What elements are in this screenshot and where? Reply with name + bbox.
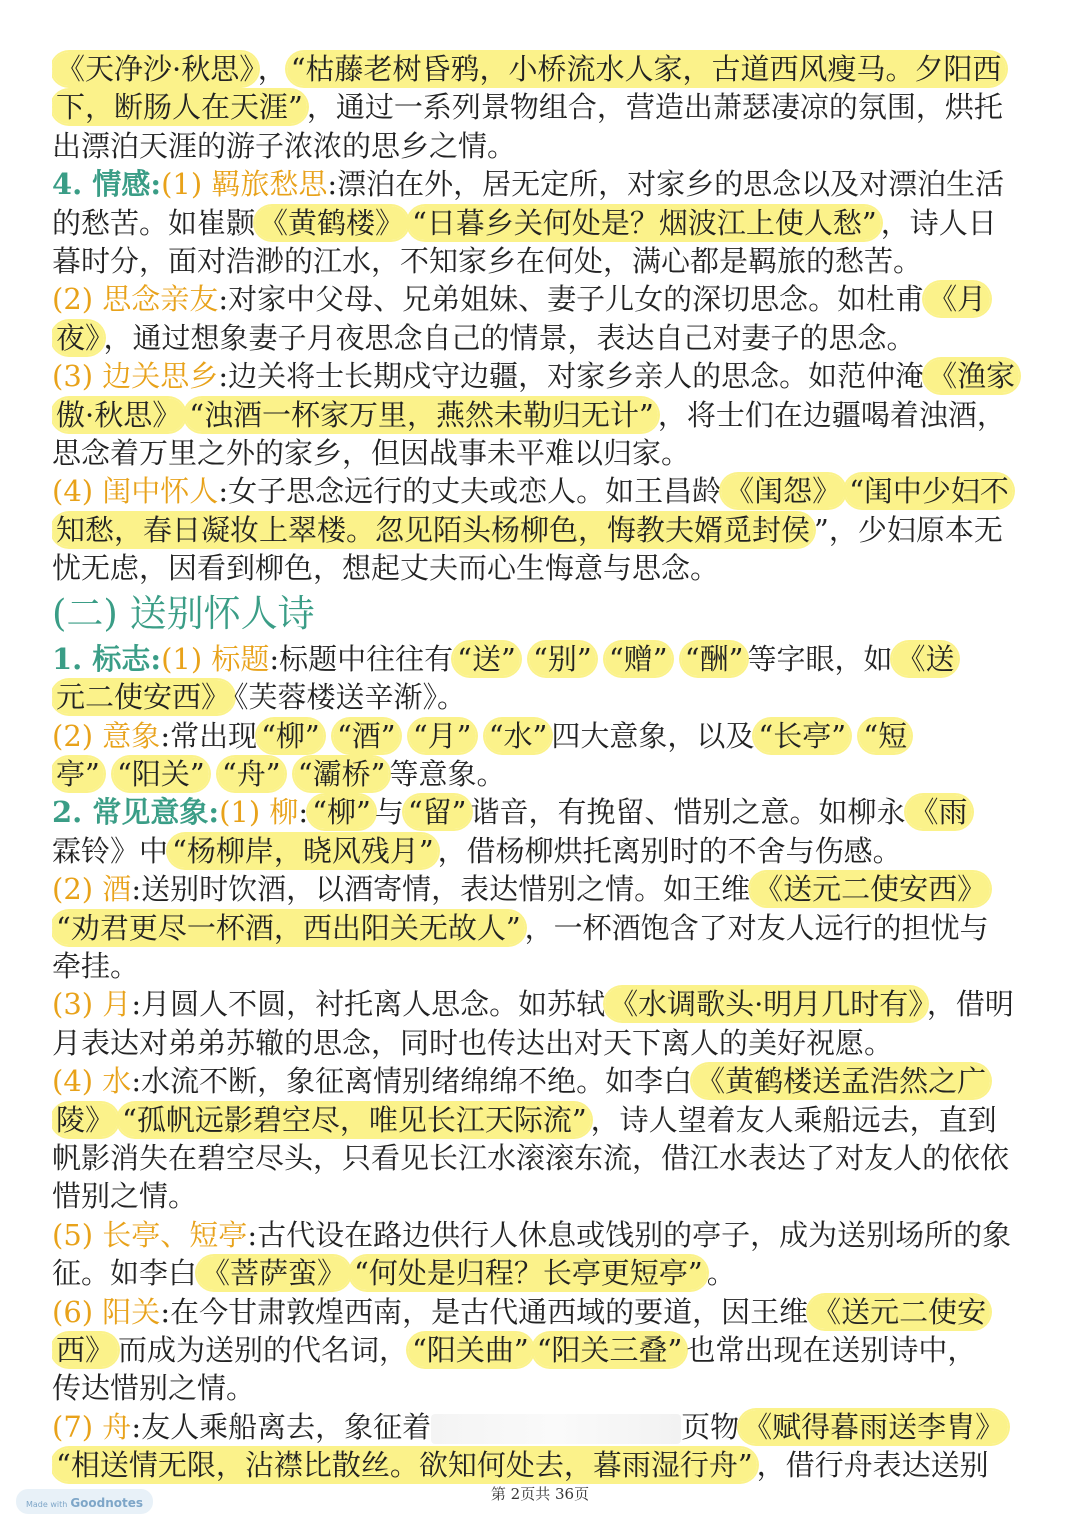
- text-line: [52, 832, 1037, 870]
- text-line: [52, 1024, 1037, 1062]
- text: 等意象。: [389, 756, 506, 791]
- text: ，诗人望着友人乘船远去，直到: [590, 1102, 997, 1137]
- text: :月圆人不圆，衬托离人思念。如苏轼: [131, 987, 606, 1022]
- highlight: 《渔家: [924, 359, 1019, 393]
- highlight: “杨柳岸，晓风残月”: [168, 834, 438, 868]
- text-line: [52, 1369, 1037, 1407]
- highlight: 《黄鹤楼》: [255, 206, 408, 240]
- text: 暮时分，面对浩渺的江水，不知家乡在何处，满心都是羁旅的愁苦。: [52, 244, 923, 279]
- text: ，将士们在边疆喝着浊酒，: [657, 397, 1006, 432]
- text-line: [52, 50, 1037, 88]
- text: :友人乘船离去，象征着: [131, 1409, 432, 1444]
- text-line: [52, 511, 1037, 549]
- highlight: 亭”: [52, 757, 104, 791]
- highlight: 《雨: [906, 795, 972, 829]
- highlight: 《送元二使安: [808, 1295, 990, 1329]
- highlight: “短: [859, 719, 911, 753]
- text-line: [52, 472, 1037, 510]
- text-line: [52, 242, 1037, 280]
- subheading: (1) 标题: [161, 641, 270, 676]
- text: 牵挂。: [52, 948, 140, 983]
- highlight: 夜》: [52, 321, 104, 355]
- text-line: [52, 1254, 1037, 1292]
- text-line: [52, 280, 1037, 318]
- text-line: [52, 640, 1037, 678]
- section-title: (二) 送别怀人诗: [52, 591, 315, 635]
- text: ，: [257, 52, 287, 86]
- text: 出漂泊天涯的游子浓浓的思乡之情。: [52, 128, 517, 163]
- subheading: (3) 月: [52, 987, 132, 1022]
- highlight: “阳关”: [113, 757, 209, 791]
- text-line: [52, 204, 1037, 242]
- subheading: (1) 羁旅愁思: [161, 167, 328, 202]
- text-line: [52, 1139, 1037, 1177]
- text-line: [52, 755, 1037, 793]
- highlight: “浊酒一杯家万里，燕然未勒归无计”: [185, 398, 658, 432]
- highlight: 陵》: [52, 1103, 118, 1137]
- highlight: 《菩萨蛮》: [197, 1256, 350, 1290]
- text: :古代设在路边供行人休息或饯别的亭子，成为送别场所的象: [247, 1217, 1012, 1252]
- highlight: 西》: [52, 1333, 118, 1367]
- text: 《芙蓉楼送辛渐》。: [234, 680, 467, 715]
- text: 谐音，有挽留、惜别之意。如柳永: [470, 795, 906, 830]
- highlight: “闺中少妇不: [845, 474, 1013, 508]
- text-line: [52, 319, 1037, 357]
- subheading: (2) 酒: [52, 872, 132, 907]
- subheading: (2) 意象: [52, 718, 161, 753]
- page-number: 第 2页共 36页: [490, 1485, 590, 1503]
- text: :对家中父母、兄弟姐妹、妻子儿女的深切思念。如杜甫: [218, 282, 925, 317]
- text-line: [52, 1293, 1037, 1331]
- text: ，借行舟表达送别: [756, 1448, 989, 1483]
- text: :标题中往往有: [269, 641, 454, 676]
- highlight: “送”: [453, 642, 520, 676]
- text-line: [52, 1177, 1037, 1215]
- highlight: 下，断肠人在天涯”: [52, 90, 307, 124]
- highlight: “阳关三叠”: [533, 1333, 687, 1367]
- highlight: “日暮乡关何处是？烟波江上使人愁”: [408, 206, 881, 240]
- badge-brand: Goodnotes: [70, 1496, 144, 1510]
- highlight: “酒”: [333, 719, 400, 753]
- text-line: [52, 985, 1037, 1023]
- text-line: [52, 1216, 1037, 1254]
- highlight: 《闺怨》: [721, 474, 845, 508]
- subheading: (5) 长亭、短亭: [52, 1217, 248, 1252]
- text-line: [52, 549, 1037, 587]
- highlight: “月”: [409, 719, 476, 753]
- highlight: “柳”: [308, 795, 375, 829]
- text: :女子思念远行的丈夫或恋人。如王昌龄: [218, 474, 722, 509]
- highlight: “水”: [485, 719, 552, 753]
- highlight: 知愁，春日凝妆上翠楼。忽见陌头杨柳色，悔教夫婿觅封侯: [52, 513, 814, 547]
- text: ，借明: [926, 987, 1014, 1022]
- text-line: [52, 870, 1037, 908]
- highlight: 《送元二使安西》: [750, 872, 990, 906]
- highlight: 元二使安西》: [52, 680, 234, 714]
- text: ，通过一系列景物组合，营造出萧瑟凄凉的氛围，烘托: [306, 90, 1003, 125]
- highlight: “何处是归程？长亭更短亭”: [350, 1256, 707, 1290]
- text: :漂泊在外，居无定所，对家乡的思念以及对漂泊生活: [327, 167, 1005, 202]
- highlight: 《黄鹤楼送孟浩然之广: [692, 1064, 990, 1098]
- text-line: [52, 793, 1037, 831]
- subheading: (4) 水: [52, 1064, 132, 1099]
- text: ，通过想象妻子月夜思念自己的情景，表达自己对妻子的思念。: [103, 320, 916, 355]
- text: :常出现: [160, 718, 258, 753]
- highlight: 傲·秋思》: [52, 398, 185, 432]
- highlight: 《水调歌头·明月几时有》: [605, 987, 927, 1021]
- highlight: 《赋得暮雨送李胄》: [739, 1410, 1008, 1444]
- text: 页物: [681, 1409, 740, 1444]
- highlight: “赠”: [605, 642, 672, 676]
- text: ，借杨柳烘托离别时的不舍与伤感。: [437, 833, 902, 868]
- text: 惜别之情。: [52, 1179, 198, 1214]
- highlight: “阳关曲”: [408, 1333, 533, 1367]
- text: 月表达对弟弟苏辙的思念，同时也传达出对天下离人的美好祝愿。: [52, 1025, 894, 1060]
- text: :送别时饮酒，以酒寄情，表达惜别之情。如王维: [131, 872, 751, 907]
- text-line: [52, 909, 1037, 947]
- highlight: “柳”: [257, 719, 324, 753]
- text: :: [298, 795, 309, 830]
- text-line: [52, 717, 1037, 755]
- text-line: [52, 127, 1037, 165]
- text-line: [52, 357, 1037, 395]
- highlight: 《送: [892, 642, 958, 676]
- highlight: “劝君更尽一杯酒，西出阳关无故人”: [52, 911, 525, 945]
- text: 等字眼，如: [747, 641, 893, 676]
- text: :边关将士长期戍守边疆，对家乡亲人的思念。如范仲淹: [218, 359, 925, 394]
- text: 帆影消失在碧空尽头，只看见长江水滚滚东流，借江水表达了对友人的依依: [52, 1140, 1010, 1175]
- subheading: (2) 思念亲友: [52, 282, 219, 317]
- badge-made-with: Made with: [26, 1500, 68, 1509]
- text: 的愁苦。如崔颢: [52, 205, 256, 240]
- text: 传达惜别之情。: [52, 1371, 256, 1406]
- item-number: 4. 情感:: [52, 167, 162, 202]
- text-line: [52, 1408, 1037, 1446]
- text-line: [52, 678, 1037, 716]
- text: ”，少妇原本无: [814, 512, 1003, 547]
- text-line: [52, 88, 1037, 126]
- subheading: (3) 边关思乡: [52, 359, 219, 394]
- text: 。: [706, 1256, 736, 1291]
- highlight: “留”: [404, 795, 471, 829]
- text-line: [52, 1062, 1037, 1100]
- text-line: [52, 1101, 1037, 1139]
- subheading: (7) 舟: [52, 1409, 132, 1444]
- goodnotes-badge: [16, 1489, 153, 1514]
- text: 而成为送别的代名词，: [118, 1333, 409, 1367]
- item-number: 1. 标志:: [52, 641, 162, 676]
- text: 征。如李白: [52, 1256, 198, 1291]
- text: 霖铃》中: [52, 833, 169, 868]
- redacted-region: [431, 1414, 681, 1444]
- document-body: [52, 50, 1037, 1485]
- text: 忧无虑，因看到柳色，想起丈夫而心生悔意与思念。: [52, 551, 720, 586]
- highlight: “长亭”: [754, 719, 850, 753]
- highlight: 《天净沙·秋思》: [52, 52, 258, 86]
- subheading: (4) 闺中怀人: [52, 474, 219, 509]
- highlight: “舟”: [218, 757, 285, 791]
- text-line: [52, 1331, 1037, 1369]
- item-number: 2. 常见意象:: [52, 795, 220, 830]
- text: 四大意象，以及: [551, 718, 755, 753]
- highlight: “别”: [529, 642, 596, 676]
- text-line: [52, 165, 1037, 203]
- subheading: (6) 阳关: [52, 1294, 161, 1329]
- highlight: “相送情无限，沾襟比散丝。欲知何处去，暮雨湿行舟”: [52, 1448, 757, 1482]
- highlight: “孤帆远影碧空尽，唯见长江天际流”: [118, 1103, 591, 1137]
- highlight: “枯藤老树昏鸦，小桥流水人家，古道西风瘦马。夕阳西: [287, 52, 1006, 86]
- text-line: [52, 434, 1037, 472]
- text: ，一杯酒饱含了对友人远行的担忧与: [524, 910, 989, 945]
- text-line: [52, 947, 1037, 985]
- highlight: “灞桥”: [294, 757, 390, 791]
- text: :在今甘肃敦煌西南，是古代通西域的要道，因王维: [160, 1294, 809, 1329]
- subheading: (1) 柳: [219, 795, 299, 830]
- text-line: [52, 1446, 1037, 1484]
- highlight: “酬”: [681, 642, 748, 676]
- text: ，诗人日: [880, 205, 997, 240]
- text: :水流不断，象征离情别绪绵绵不绝。如李白: [131, 1064, 693, 1099]
- text: 也常出现在送别诗中，: [686, 1333, 977, 1367]
- text: 思念着万里之外的家乡，但因战事未平难以归家。: [52, 436, 691, 471]
- highlight: 《月: [924, 282, 990, 316]
- text-line: [52, 396, 1037, 434]
- text: 与: [374, 795, 404, 830]
